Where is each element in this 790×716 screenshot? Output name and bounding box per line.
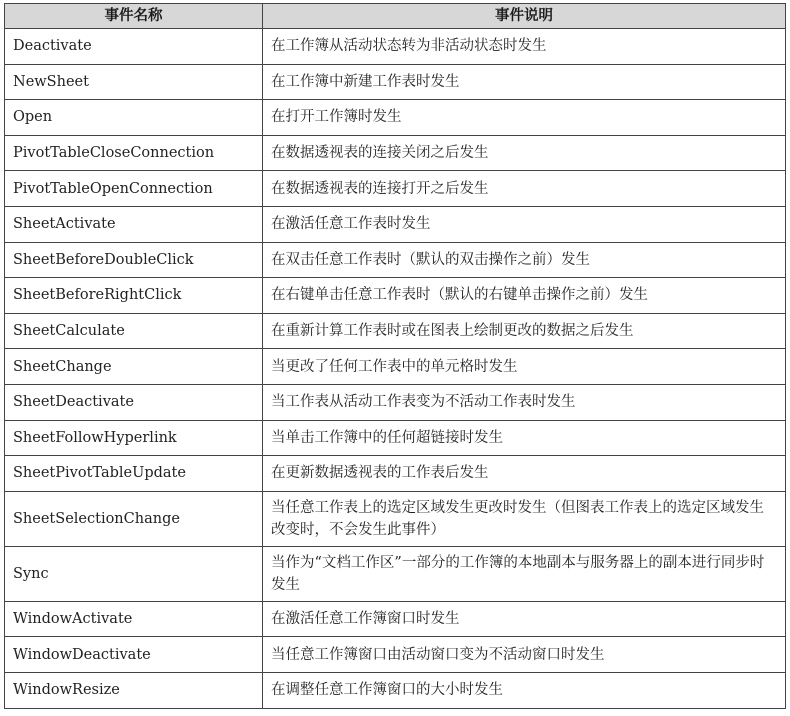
event-name-cell: PivotTableOpenConnection [5, 171, 263, 207]
event-description-cell: 在打开工作簿时发生 [263, 100, 786, 136]
event-name-cell: WindowResize [5, 672, 263, 708]
event-description-cell: 当工作表从活动工作表变为不活动工作表时发生 [263, 384, 786, 420]
event-name-cell: Deactivate [5, 29, 263, 65]
event-name-cell: SheetFollowHyperlink [5, 420, 263, 456]
table-row [5, 100, 786, 136]
event-name-cell: SheetBeforeDoubleClick [5, 242, 263, 278]
event-description-cell: 在工作簿从活动状态转为非活动状态时发生 [263, 29, 786, 65]
event-name-cell: PivotTableCloseConnection [5, 135, 263, 171]
table-row [5, 206, 786, 242]
event-name-cell: NewSheet [5, 64, 263, 100]
event-description-cell: 在重新计算工作表时或在图表上绘制更改的数据之后发生 [263, 313, 786, 349]
table-row [5, 491, 786, 546]
table-header [5, 4, 786, 29]
event-name-cell: WindowActivate [5, 601, 263, 637]
event-name-cell: Open [5, 100, 263, 136]
event-description-cell: 当任意工作表上的选定区域发生更改时发生（但图表工作表上的选定区域发生改变时，不会发生此事件） [263, 491, 786, 546]
table-row [5, 278, 786, 314]
table-row [5, 384, 786, 420]
header-row [5, 4, 786, 29]
event-description-cell: 当任意工作簿窗口由活动窗口变为不活动窗口时发生 [263, 637, 786, 673]
event-name-cell: SheetPivotTableUpdate [5, 456, 263, 492]
table-row [5, 242, 786, 278]
table-row [5, 313, 786, 349]
table-row [5, 420, 786, 456]
event-description-cell: 在激活任意工作表时发生 [263, 206, 786, 242]
event-description-cell: 当更改了任何工作表中的单元格时发生 [263, 349, 786, 385]
event-name-cell: SheetSelectionChange [5, 491, 263, 546]
event-description-cell: 在数据透视表的连接打开之后发生 [263, 171, 786, 207]
table-row [5, 546, 786, 601]
events-table [4, 3, 786, 709]
event-description-cell: 在右键单击任意工作表时（默认的右键单击操作之前）发生 [263, 278, 786, 314]
table-row [5, 171, 786, 207]
table-body [5, 29, 786, 709]
table-row [5, 64, 786, 100]
header-event-name: 事件名称 [5, 4, 263, 29]
event-name-cell: Sync [5, 546, 263, 601]
event-name-cell: SheetChange [5, 349, 263, 385]
event-description-cell: 在更新数据透视表的工作表后发生 [263, 456, 786, 492]
event-name-cell: SheetCalculate [5, 313, 263, 349]
table-row [5, 29, 786, 65]
event-name-cell: SheetActivate [5, 206, 263, 242]
event-description-cell: 当单击工作簿中的任何超链接时发生 [263, 420, 786, 456]
table-row [5, 135, 786, 171]
event-description-cell: 在调整任意工作簿窗口的大小时发生 [263, 672, 786, 708]
event-description-cell: 在激活任意工作簿窗口时发生 [263, 601, 786, 637]
table-row [5, 637, 786, 673]
event-name-cell: WindowDeactivate [5, 637, 263, 673]
header-event-description: 事件说明 [263, 4, 786, 29]
event-description-cell: 在工作簿中新建工作表时发生 [263, 64, 786, 100]
table-row [5, 601, 786, 637]
table-row [5, 349, 786, 385]
event-description-cell: 在数据透视表的连接关闭之后发生 [263, 135, 786, 171]
event-name-cell: SheetDeactivate [5, 384, 263, 420]
table-row [5, 456, 786, 492]
table-row [5, 672, 786, 708]
event-description-cell: 当作为“文档工作区”一部分的工作簿的本地副本与服务器上的副本进行同步时发生 [263, 546, 786, 601]
event-description-cell: 在双击任意工作表时（默认的双击操作之前）发生 [263, 242, 786, 278]
event-name-cell: SheetBeforeRightClick [5, 278, 263, 314]
